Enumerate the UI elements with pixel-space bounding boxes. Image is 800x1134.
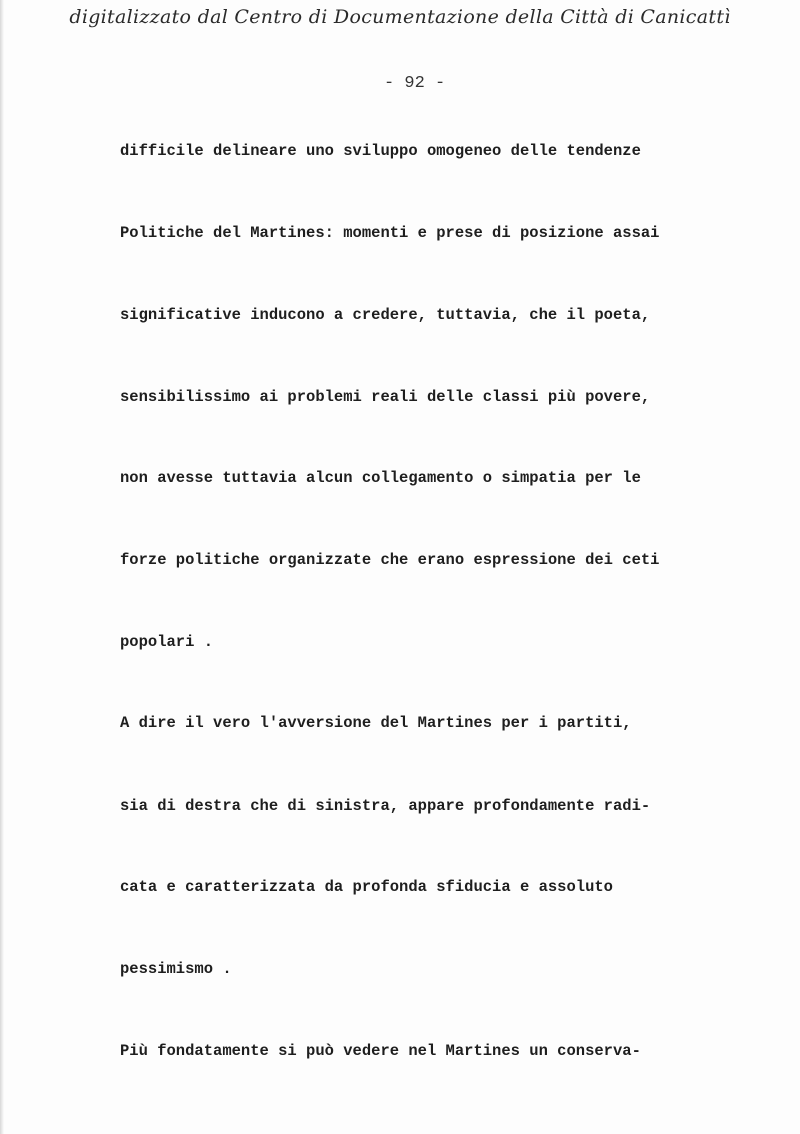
text-line-6: forze politiche organizzate che erano espressione dei ceti	[120, 551, 660, 569]
text-line-12: Più fondatamente si può vedere nel Martines un conserva-	[120, 1042, 641, 1060]
text-line-7: popolari .	[120, 633, 214, 651]
text-line-5: non avesse tuttavia alcun collegamento o simpatia per le	[120, 469, 641, 487]
text-line-11: pessimismo .	[120, 960, 232, 978]
text-line-4: sensibilissimo ai problemi reali delle classi più povere,	[120, 388, 651, 406]
scan-edge-shadow	[0, 0, 4, 1134]
text-line-10: cata e caratterizzata da profonda sfiducia e assoluto	[120, 878, 613, 896]
text-line-8: A dire il vero l'avversione del Martines per i partiti,	[120, 714, 632, 732]
text-line-1: difficile delineare uno sviluppo omogeneo delle tendenze	[120, 142, 641, 160]
text-line-9: sia di destra che di sinistra, appare profondamente radi-	[120, 797, 651, 815]
text-line-2: Politiche del Martines: momenti e prese di posizione assai	[120, 224, 660, 242]
text-line-3: significative inducono a credere, tuttavia, che il poeta,	[120, 306, 651, 324]
digitization-watermark: digitalizzato dal Centro di Documentazione della Città di Canicattì	[69, 6, 731, 28]
page-number: - 92 -	[384, 74, 446, 93]
